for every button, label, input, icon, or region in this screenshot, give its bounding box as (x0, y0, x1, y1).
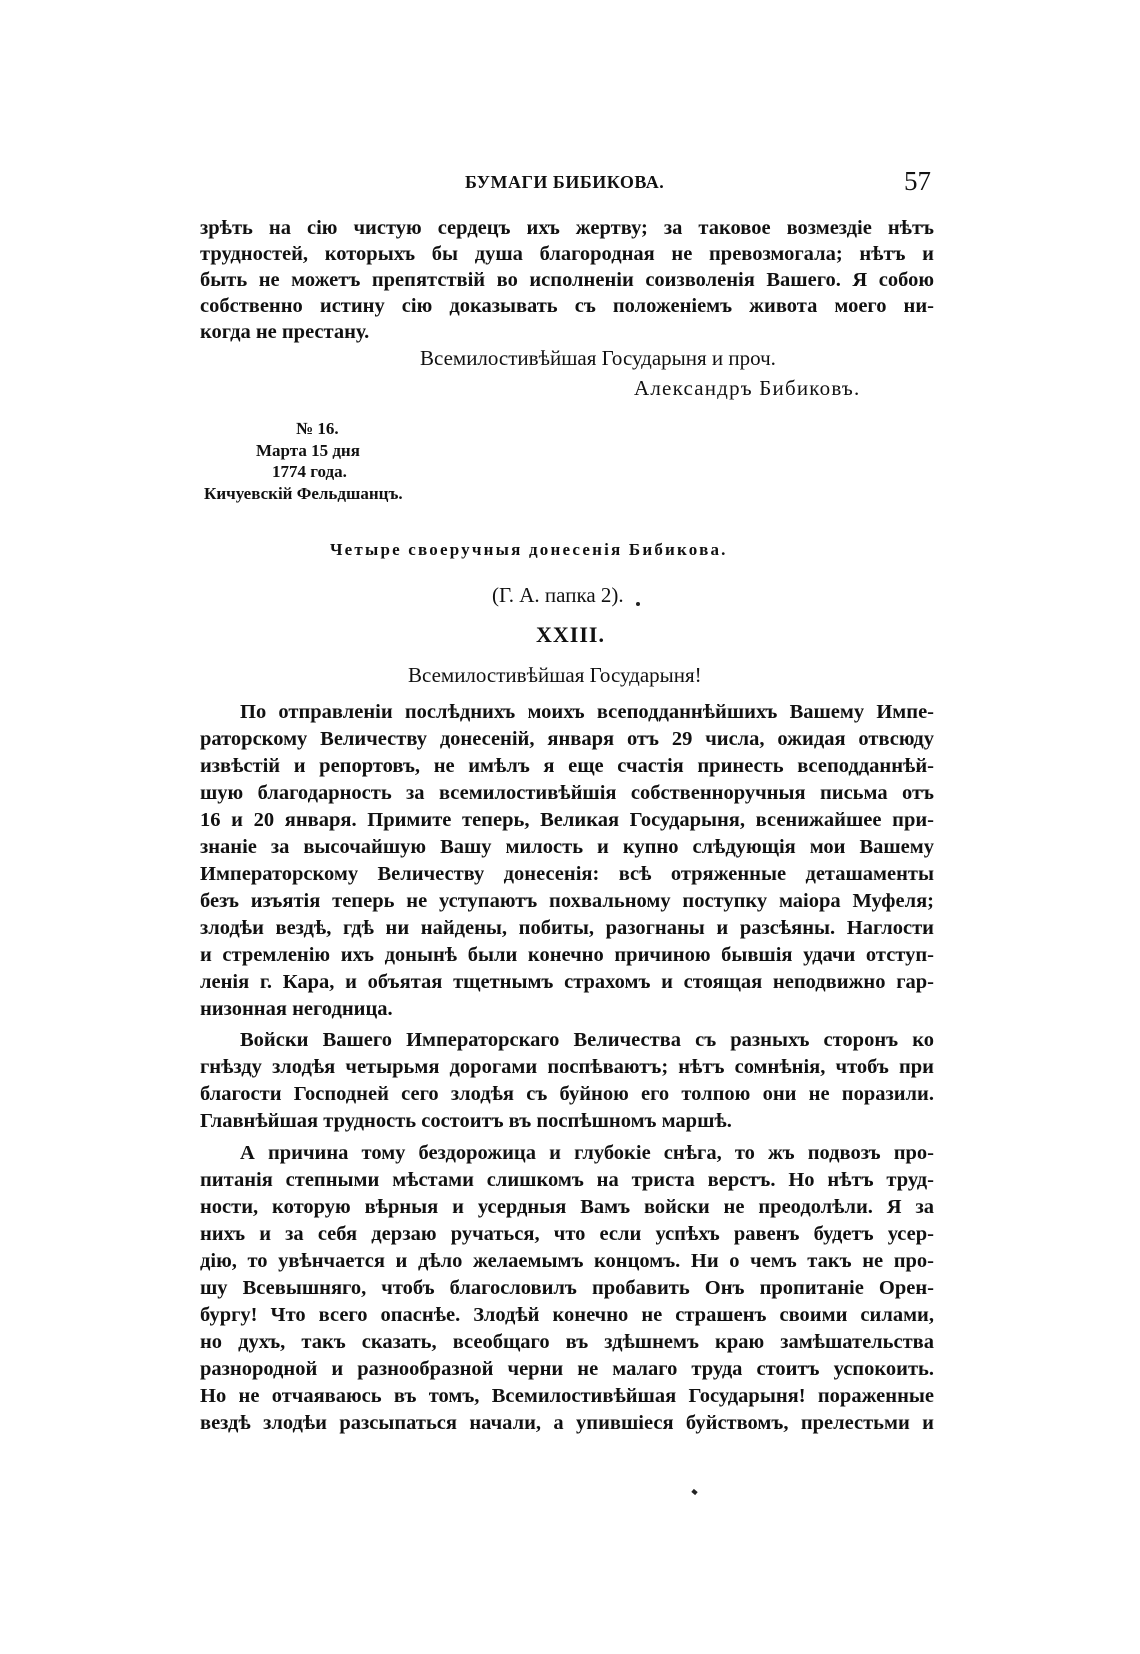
letter-date: Марта 15 дня (256, 441, 360, 460)
text-line: гнѣзду злодѣя четырьмя дорогами поспѣваютъ; нѣтъ сомнѣнiя, чтобъ при (200, 1056, 934, 1078)
text-line: дiю, то увѣнчается и дѣло желаемымъ концомъ. Ни о чемъ такъ не про- (200, 1250, 934, 1272)
text-line: шу Всевышняго, чтобъ благословилъ пробавить Онъ пропитанiе Орен- (200, 1277, 934, 1299)
text-line: собственно истину сiю доказывать съ положенiемъ живота моего ни- (200, 295, 934, 317)
text-line: низонная негодница. (200, 998, 393, 1020)
text-line: ленiя г. Кара, и объятая тщетнымъ страхомъ и стоящая неподвижно гар- (200, 971, 934, 993)
text-line: но духъ, такъ сказать, всеобщаго въ здѣшнемъ краю замѣшательства (200, 1331, 934, 1353)
page-number: 57 (904, 166, 931, 196)
letter-place: Кичуевскiй Фельдшанцъ. (204, 484, 403, 503)
text-line: Императорскому Величеству донесенiя: всѣ отряженные деташаменты (200, 863, 934, 885)
text-line: нихъ и за себя дерзаю ручаться, что если успѣхъ равенъ будетъ усер- (200, 1223, 934, 1245)
letter-number: № 16. (296, 419, 339, 438)
text-line: По отправленiи послѣднихъ моихъ всеподданнѣйшихъ Вашему Импе- (240, 701, 934, 723)
text-line: Главнѣйшая трудность состоитъ въ поспѣшномъ маршѣ. (200, 1110, 732, 1132)
text-line: 16 и 20 января. Примите теперь, Великая Государыня, всенижайшее при- (200, 809, 934, 831)
signature: Александръ Бибиковъ. (634, 376, 861, 400)
text-line: и стремленiю ихъ донынѣ были конечно причиною бывшiя удачи отступ- (200, 944, 934, 966)
document-number: XXIII. (536, 622, 605, 647)
text-line: бургу! Что всего опаснѣе. Злодѣй конечно не страшенъ своими силами, (200, 1304, 934, 1326)
text-line: быть не можетъ препятствiй во исполненiи соизволенiя Вашего. Я собою (200, 269, 934, 291)
text-line: знанiе за высочайшую Вашу милость и купно слѣдующiя мои Вашему (200, 836, 934, 858)
closing-formula: Всемилостивѣйшая Государыня и проч. (420, 346, 776, 370)
text-line: раторскому Величеству донесенiй, января отъ 29 числа, ожидая отвсюду (200, 728, 934, 750)
text-line: безъ изъятiя теперь не уступаютъ похвальному поступку маiора Муфеля; (200, 890, 934, 912)
text-line: Но не отчаяваюсь въ томъ, Всемилостивѣйшая Государыня! пораженные (200, 1385, 934, 1407)
text-line: когда не престану. (200, 321, 370, 343)
salutation: Всемилостивѣйшая Государыня! (408, 663, 702, 687)
text-line: ности, которую вѣрныя и усердныя Вамъ войски не преодолѣли. Я за (200, 1196, 934, 1218)
text-line: трудностей, которыхъ бы душа благородная не превозмогала; нѣтъ и (200, 243, 934, 265)
print-speck (636, 602, 640, 606)
text-line: извѣстiй и репортовъ, не имѣлъ я еще счастiя принесть всеподданнѣй- (200, 755, 934, 777)
running-title: БУМАГИ БИБИКОВА. (465, 172, 665, 192)
text-line: благости Господней сего злодѣя съ буйною его толпою они не поразили. (200, 1083, 934, 1105)
text-line: злодѣи вездѣ, гдѣ ни найдены, побиты, разогнаны и разсѣяны. Наглости (200, 917, 934, 939)
print-speck (691, 1489, 697, 1495)
section-heading: Четыре своеручныя донесенiя Бибикова. (330, 540, 728, 559)
letter-year: 1774 года. (272, 462, 347, 481)
text-line: разнородной и разнообразной черни не малаго труда стоитъ успокоить. (200, 1358, 934, 1380)
text-line: вездѣ злодѣи разсыпаться начали, а упившiеся буйствомъ, прелестьми и (200, 1412, 934, 1434)
text-line: шую благодарность за всемилостивѣйшiя собственноручныя письма отъ (200, 782, 934, 804)
text-line: Войски Вашего Императорскаго Величества съ разныхъ сторонъ ко (240, 1029, 934, 1051)
text-line: зрѣть на сiю чистую сердецъ ихъ жертву; за таковое возмездie нѣтъ (200, 217, 934, 239)
archive-reference: (Г. А. папка 2). (492, 583, 624, 607)
text-line: питанiя степными мѣстами слишкомъ на триста верстъ. Но нѣтъ труд- (200, 1169, 934, 1191)
text-line: А причина тому бездорожица и глубокiе снѣга, то жъ подвозъ про- (240, 1142, 934, 1164)
